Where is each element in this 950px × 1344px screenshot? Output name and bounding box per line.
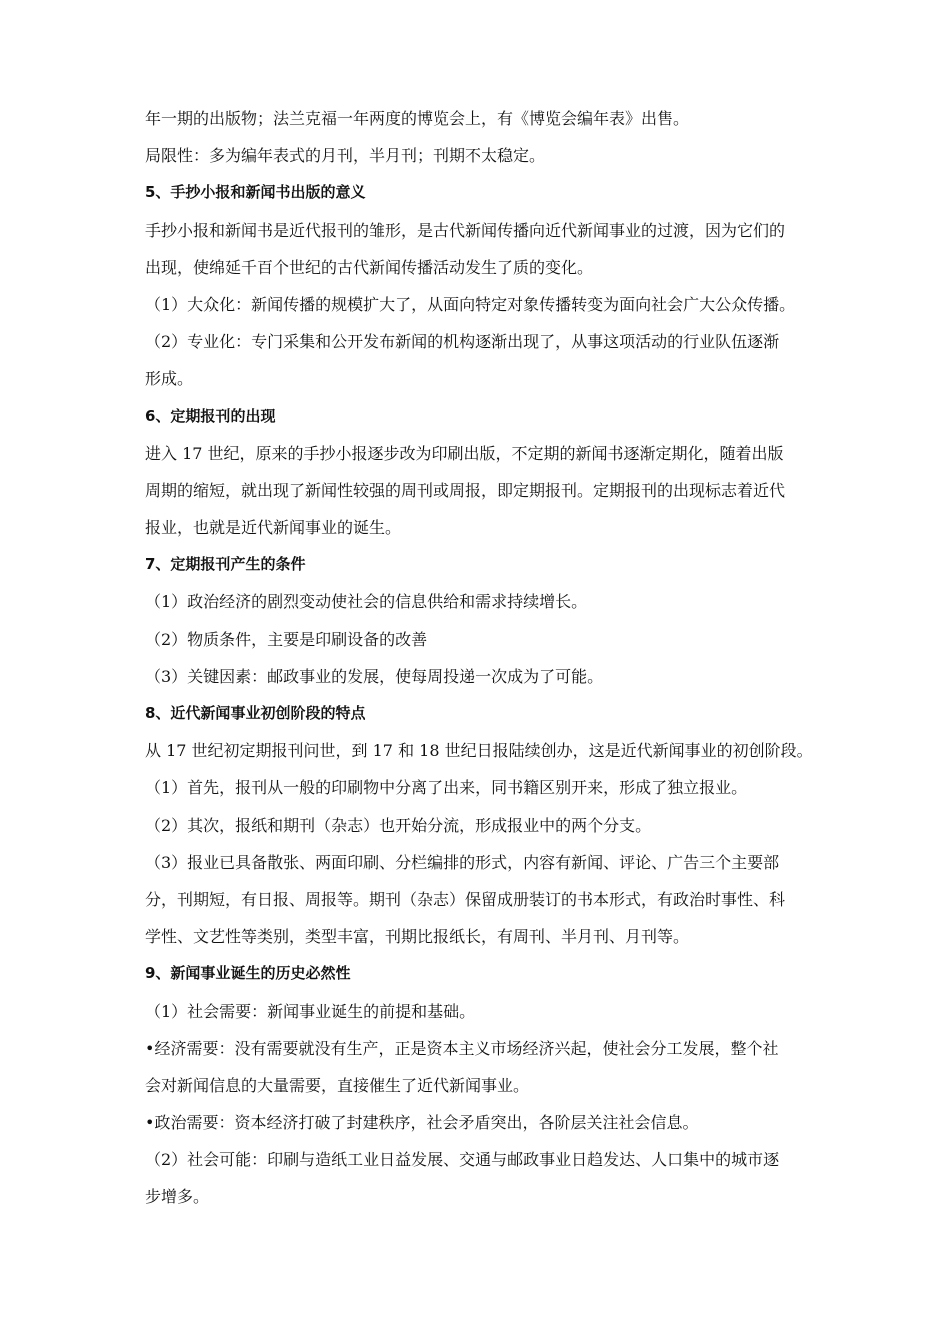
paragraph-line: •政治需要：资本经济打破了封建秩序，社会矛盾突出，各阶层关注社会信息。: [145, 1113, 699, 1133]
paragraph-line: 形成。: [145, 369, 194, 389]
section-heading: 5、手抄小报和新闻书出版的意义: [145, 183, 366, 202]
section-heading: 7、定期报刊产生的条件: [145, 555, 306, 574]
paragraph-line: （1）政治经济的剧烈变动使社会的信息供给和需求持续增长。: [145, 592, 588, 612]
paragraph-line: （2）其次，报纸和期刊（杂志）也开始分流，形成报业中的两个分支。: [145, 815, 652, 835]
paragraph-line: （3）报业已具备散张、两面印刷、分栏编排的形式，内容有新闻、评论、广告三个主要部: [145, 852, 780, 872]
paragraph-line: （2）专业化：专门采集和公开发布新闻的机构逐渐出现了，从事这项活动的行业队伍逐渐: [145, 332, 780, 352]
paragraph-line: （1）大众化：新闻传播的规模扩大了，从面向特定对象传播转变为面向社会广大公众传播。: [145, 294, 796, 314]
paragraph-line: 手抄小报和新闻书是近代报刊的雏形，是古代新闻传播向近代新闻事业的过渡，因为它们的: [145, 220, 786, 240]
paragraph-line: •经济需要：没有需要就没有生产，正是资本主义市场经济兴起，使社会分工发展，整个社: [145, 1038, 779, 1058]
paragraph-line: （2）社会可能：印刷与造纸工业日益发展、交通与邮政事业日趋发达、人口集中的城市逐: [145, 1150, 780, 1170]
paragraph-line: （1）社会需要：新闻事业诞生的前提和基础。: [145, 1001, 476, 1021]
paragraph-line: 年一期的出版物；法兰克福一年两度的博览会上，有《博览会编年表》出售。: [145, 109, 690, 128]
paragraph-line: （3）关键因素：邮政事业的发展，使每周投递一次成为了可能。: [145, 666, 604, 686]
paragraph-line: 出现，使绵延千百个世纪的古代新闻传播活动发生了质的变化。: [145, 257, 594, 277]
paragraph-line: 从 17 世纪初定期报刊问世，到 17 和 18 世纪日报陆续创办，这是近代新闻事业的初创阶段。: [145, 741, 813, 761]
paragraph-line: 分，刊期短，有日报、周报等。期刊（杂志）保留成册装订的书本形式，有政治时事性、科: [145, 889, 786, 909]
paragraph-line: （2）物质条件，主要是印刷设备的改善: [145, 629, 428, 649]
section-heading: 9、新闻事业诞生的历史必然性: [145, 964, 351, 983]
paragraph-line: 周期的缩短，就出现了新闻性较强的周刊或周报，即定期报刊。定期报刊的出现标志着近代: [145, 480, 786, 500]
document-body: [145, 100, 825, 1216]
paragraph-line: 局限性：多为编年表式的月刊，半月刊；刊期不太稳定。: [145, 146, 546, 166]
paragraph-line: 学性、文艺性等类别，类型丰富，刊期比报纸长，有周刊、半月刊、月刊等。: [145, 927, 690, 947]
paragraph-line: 报业，也就是近代新闻事业的诞生。: [145, 518, 402, 538]
paragraph-line: 会对新闻信息的大量需要，直接催生了近代新闻事业。: [145, 1075, 530, 1095]
paragraph-line: （1）首先，报刊从一般的印刷物中分离了出来，同书籍区别开来，形成了独立报业。: [145, 778, 748, 798]
section-heading: 8、近代新闻事业初创阶段的特点: [145, 704, 366, 722]
paragraph-line: 步增多。: [145, 1187, 210, 1207]
paragraph-line: 进入 17 世纪，原来的手抄小报逐步改为印刷出版，不定期的新闻书逐渐定期化，随着出版: [145, 443, 784, 463]
section-heading: 6、定期报刊的出现: [145, 406, 276, 425]
